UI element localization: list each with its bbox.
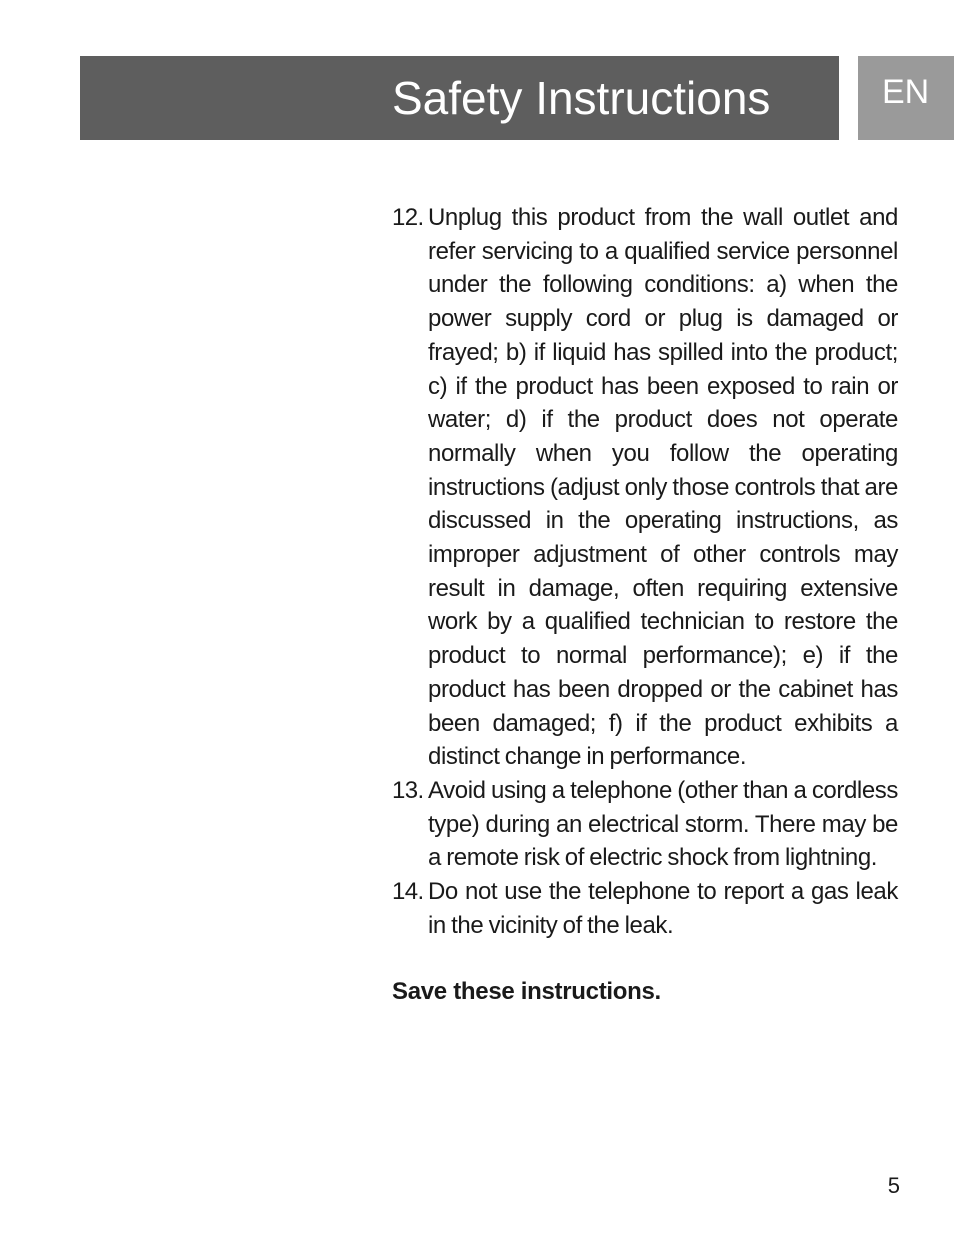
language-tab <box>858 56 954 140</box>
instruction-item-14 <box>392 875 898 942</box>
item-text: Do not use the telephone to report a gas leak in the vicinity of the leak. <box>428 878 898 939</box>
page-title: Safety Instructions <box>392 72 771 124</box>
instruction-item-13 <box>392 774 898 875</box>
instruction-item-12 <box>392 201 898 774</box>
item-number: 14. <box>392 878 424 906</box>
closing-note: Save these instructions. <box>392 978 661 1006</box>
item-text: Unplug this product from the wall outlet and refer servicing to a qualified service personnel under the following conditions: a) when the power supply cord or plug is damaged or frayed; b) if liquid has spilled into the product; c) if the product has been exposed to rain or water; d) if the product does not operate normally when you follow the operating instructions (adjust only those controls that are discussed in the operating instructions, as improper adjustment of other controls may result in damage, often requiring extensive work by a qualified technician to restore the product to normal performance); e) if the product has been dropped or the cabinet has been damaged; f) if the product exhibits a distinct change in performance. <box>428 204 898 771</box>
item-number: 12. <box>392 204 424 231</box>
language-label: EN <box>882 73 930 111</box>
page-number: 5 <box>887 1173 900 1198</box>
title-banner <box>80 56 839 140</box>
item-text: Avoid using a telephone (other than a cordless type) during an electrical storm. There may be a remote risk of electric shock from lightning. <box>428 776 898 872</box>
instructions-content <box>392 201 898 1009</box>
item-number: 13. <box>392 776 424 804</box>
